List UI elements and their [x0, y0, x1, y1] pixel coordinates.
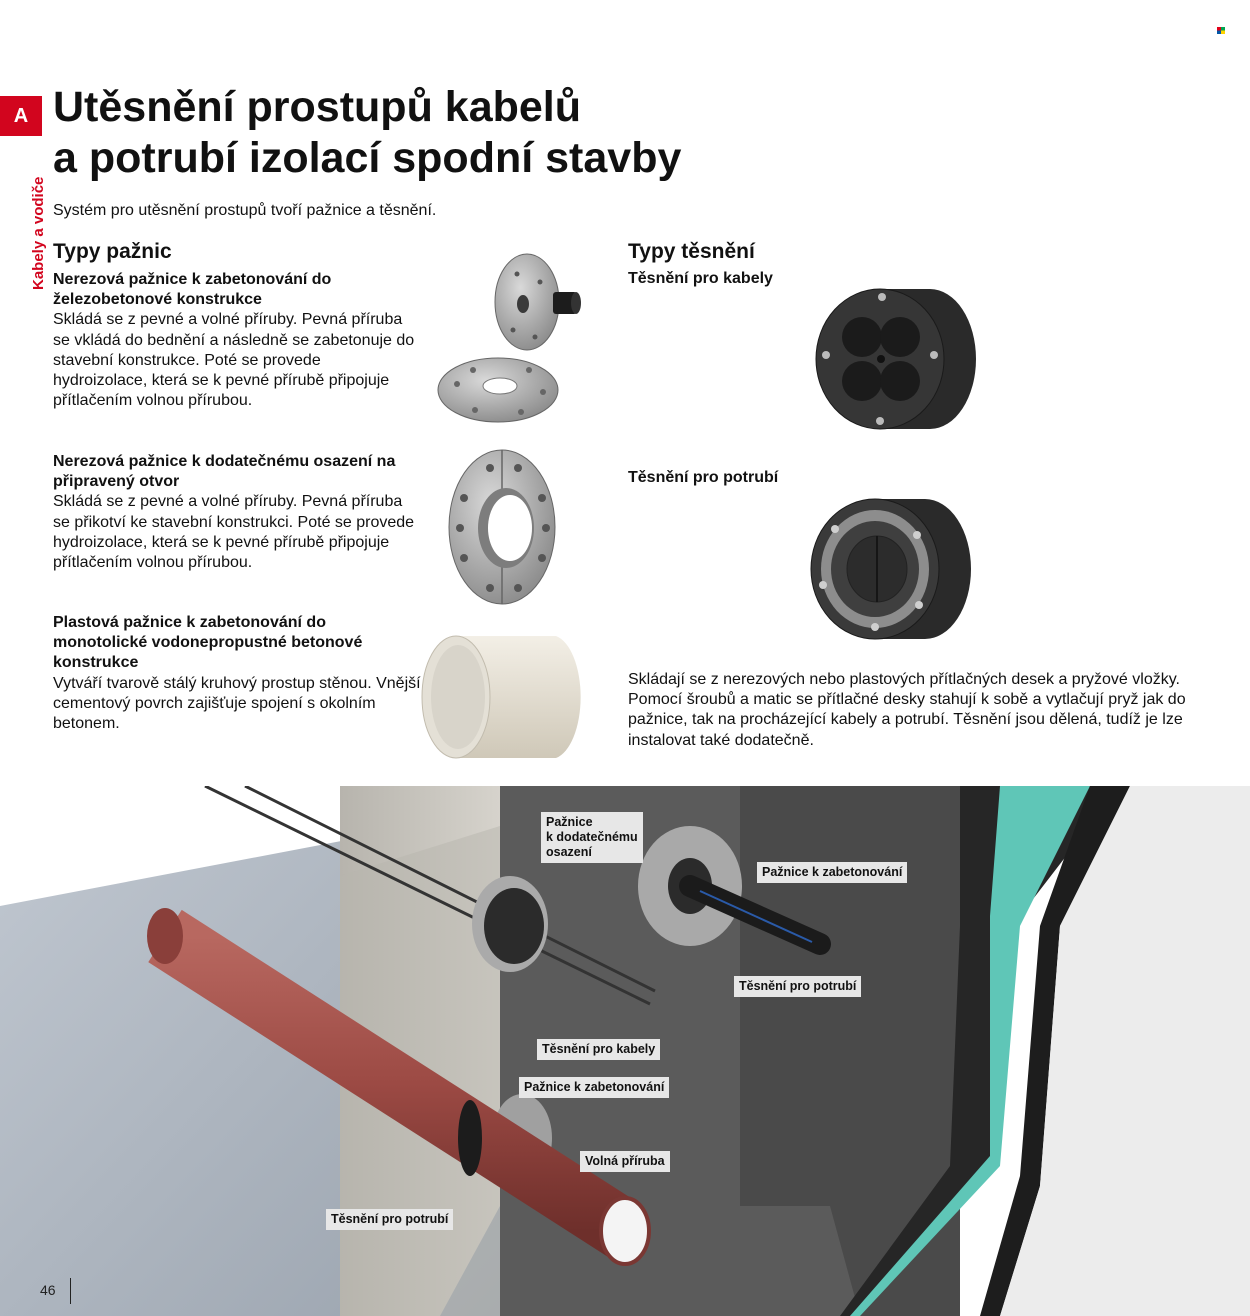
section-tab-letter: A	[13, 104, 29, 127]
section-tab	[0, 96, 42, 136]
cable-seal-label: Těsnění pro kabely	[628, 270, 773, 287]
section-label: Kabely a vodiče	[30, 176, 47, 290]
retrofit-sleeve-image	[446, 448, 556, 606]
sleeve-item-title: Nerezová pažnice k dodatečnému osazení na připravený otvor	[53, 453, 396, 491]
sleeve-item-desc: Skládá se z pevné a volné příruby. Pevná příruba se přikotví ke stavební konstrukci. Poté se provede hydroizolace, která se k pevné přírubě připojuje přítlačením volnou přírubou.	[53, 493, 415, 572]
brand-logo-icon	[1217, 27, 1225, 34]
sleeve-types-heading: Typy pažnic	[53, 240, 172, 263]
callout-pipe-seal: Těsnění pro potrubí	[326, 1209, 453, 1230]
callout-loose-flange: Volná příruba	[580, 1151, 670, 1172]
intro-text: Systém pro utěsnění prostupů tvoří pažnice a těsnění.	[53, 202, 437, 219]
callout-retrofit-sleeve: Pažnice k dodatečnému osazení	[541, 812, 643, 863]
sleeve-item	[53, 452, 418, 573]
plastic-sleeve-image	[416, 630, 588, 764]
seal-description: Skládají se z nerezových nebo plastových přítlačných desek a pryžové vložky. Pomocí šroubů a matic se přítlačné desky stahují k sobě a vytlačují pryž jak do pažnice, tak na procházející kabely a potrubí. Těsnění jsou dělená, tudíž je lze instalovat také dodatečně.	[628, 671, 1186, 749]
pipe-seal-image	[805, 495, 973, 643]
sleeve-item	[53, 613, 423, 734]
sleeve-item-desc: Vytváří tvarově stálý kruhový prostup stěnou. Vnější cementový povrch zajišťuje spojení s okolním betonem.	[53, 674, 421, 733]
sleeve-item-title: Plastová pažnice k zabetonování do monotolické vodonepropustné betonové konstrukce	[53, 614, 363, 672]
pipe-seal-label: Těsnění pro potrubí	[628, 469, 779, 486]
callout-cast-in-sleeve: Pažnice k zabetonování	[757, 862, 907, 883]
callout-cable-seal: Těsnění pro kabely	[537, 1039, 660, 1060]
page-title-line-2: a potrubí izolací spodní stavby	[53, 134, 682, 182]
seal-types-heading: Typy těsnění	[628, 240, 755, 263]
sleeve-item-desc: Skládá se z pevné a volné příruby. Pevná příruba se vkládá do bednění a následně se zabetonuje do stavební konstrukce. Poté se provede hydroizolace, která se k pevné přírubě připojuje přítlačením volnou přírubou.	[53, 311, 415, 410]
page-title	[53, 82, 813, 184]
page-number: 46	[40, 1282, 56, 1298]
page-number-divider	[70, 1278, 71, 1304]
page-title-line-1: Utěsnění prostupů kabelů	[53, 83, 582, 131]
sleeve-item	[53, 270, 418, 411]
sleeve-item-title: Nerezová pažnice k zabetonování do železobetonové konstrukce	[53, 271, 332, 309]
callout-cast-in-sleeve: Pažnice k zabetonování	[519, 1077, 669, 1098]
cable-seal-image	[810, 285, 978, 433]
stainless-sleeve-flanges-image	[435, 252, 585, 432]
callout-pipe-seal: Těsnění pro potrubí	[734, 976, 861, 997]
